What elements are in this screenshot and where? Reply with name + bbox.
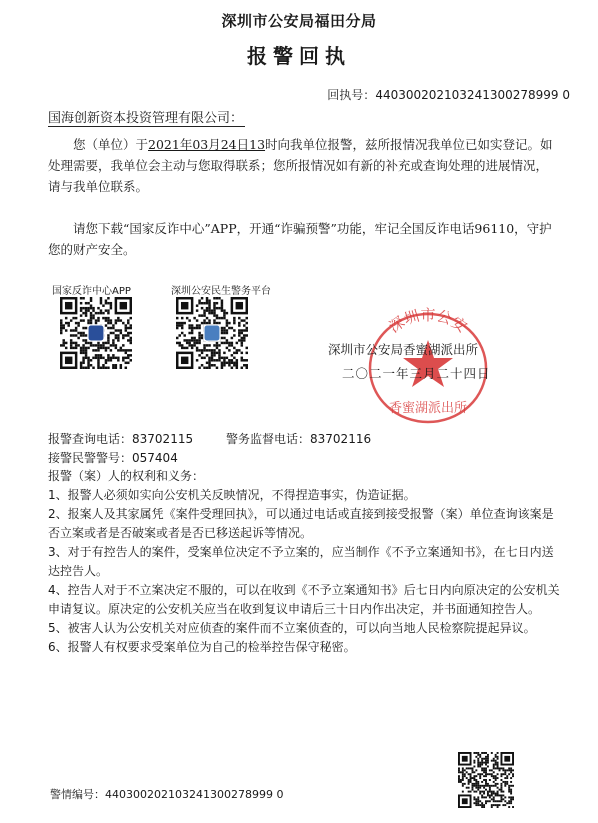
para1-prefix: 您（单位）于 — [73, 137, 149, 152]
qr-label-antifraud: 国家反诈中心APP — [52, 286, 131, 297]
qr-code-antifraud — [50, 297, 142, 369]
rights-item: 5、被害人认为公安机关对应侦查的案件而不立案侦查的，可以向当地人民检察院提起异议。 — [48, 621, 536, 635]
seal-text-bottom: 香蜜湖派出所 — [388, 401, 468, 416]
incident-number-value: 440300202103241300278999 0 — [105, 788, 284, 801]
para1-rest: 时向我单位报警，兹所报情况我单位已如实登记。如处理需要，我单位会主动与您取得联系；您所报情况如有新的补充或查询处理的进展情况，请与我单位联系。 — [48, 137, 553, 194]
officer-number-value: 057404 — [132, 451, 178, 465]
svg-text:深圳市公安 — [386, 306, 471, 336]
rights-item: 3、对于有控告人的案件，受案单位决定不予立案的，应当制作《不予立案通知书》，在七日内送达控告人。 — [48, 545, 554, 578]
para1-date: 2021年03月24日13 — [148, 137, 266, 152]
rights-heading: 报警（案）人的权利和义务： — [48, 469, 205, 483]
issue-date: 二〇二一年三月二十四日 — [342, 366, 491, 381]
qr-code-footer — [458, 748, 514, 812]
supervise-phone — [226, 430, 371, 447]
supervise-phone-value: 83702116 — [310, 432, 372, 446]
receipt-number — [327, 86, 570, 103]
officer-number-label: 接警民警警号： — [48, 451, 133, 465]
incident-number — [50, 786, 283, 802]
supervise-phone-label: 警务监督电话： — [226, 432, 311, 446]
query-phone-value: 83702115 — [132, 432, 194, 446]
qr-label-police: 深圳公安民生警务平台 — [171, 286, 271, 297]
station-name: 深圳市公安局香蜜湖派出所 — [328, 342, 479, 357]
receipt-value: 440300202103241300278999 0 — [375, 88, 570, 102]
rights-item: 6、报警人有权要求受案单位为自己的检举控告保守秘密。 — [48, 640, 356, 654]
seal-text-top: 深圳市公安 — [385, 306, 471, 337]
qr-code-police — [176, 297, 248, 369]
agency-name: 深圳市公安局福田分局 — [221, 12, 377, 30]
rights-item: 4、控告人对于不立案决定不服的，可以在收到《不予立案通知书》后七日内向原决定的公安机关申请复议。原决定的公安机关应当在收到复议申请后三十日内作出决定，并书面通知控告人。 — [48, 583, 560, 616]
paragraph-report — [48, 134, 558, 197]
rights-section — [48, 467, 563, 657]
query-phone — [48, 430, 193, 447]
document-title: 报警回执 — [247, 44, 351, 68]
company-name: 国海创新资本投资管理有限公司： — [48, 107, 245, 127]
paragraph-antifraud: 请您下载“国家反诈中心”APP，开通“诈骗预警”功能，牢记全国反诈电话96110，守护您的财产安全。 — [48, 221, 552, 257]
receipt-label: 回执号： — [327, 88, 376, 102]
rights-item: 1、报警人必须如实向公安机关反映情况，不得捏造事实，伪造证据。 — [48, 488, 416, 502]
officer-number — [48, 449, 178, 466]
query-phone-label: 报警查询电话： — [48, 432, 133, 446]
incident-number-label: 警情编号： — [50, 788, 105, 801]
rights-item: 2、报案人及其家属凭《案件受理回执》，可以通过电话或直接到接受报警（案）单位查询该案是否立案或者是否破案或者是否已移送起诉等情况。 — [48, 507, 554, 540]
